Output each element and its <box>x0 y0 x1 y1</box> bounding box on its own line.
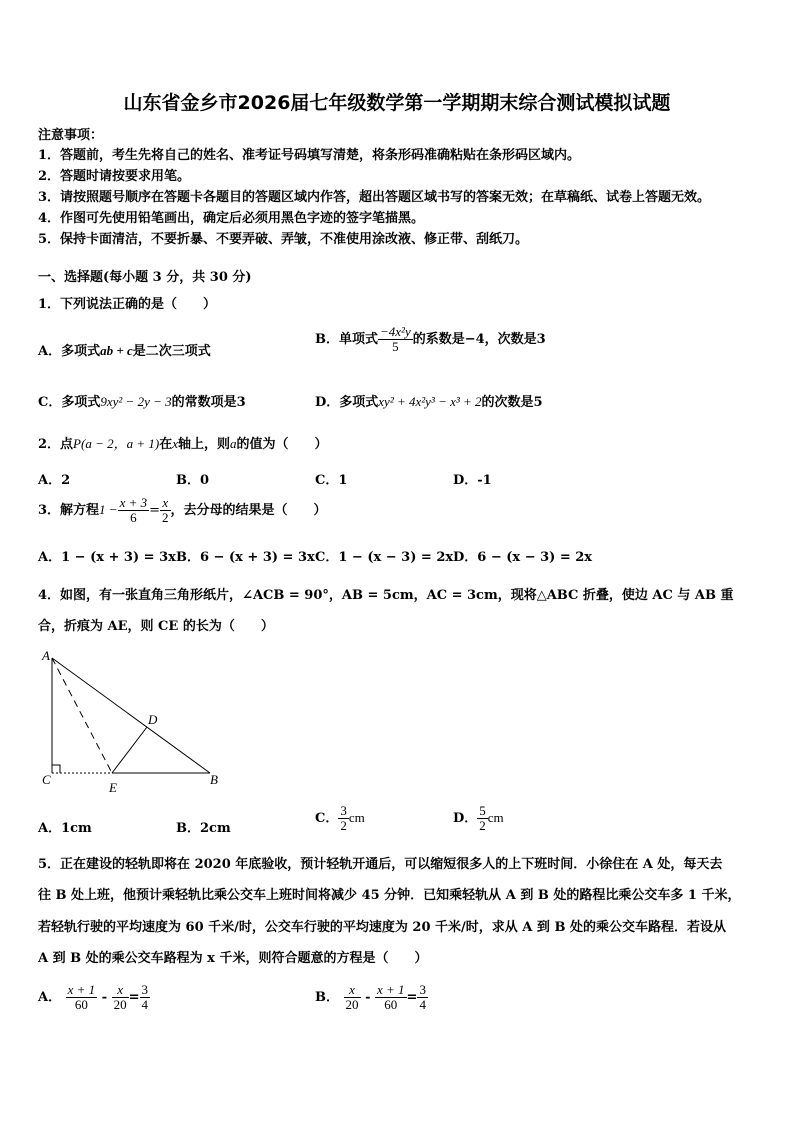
question-3-stem <box>38 496 327 525</box>
label-b: B <box>210 772 218 787</box>
q4-option-c-label: C． <box>315 811 339 826</box>
label-c: C <box>42 772 51 787</box>
q2-axis: x <box>172 436 178 451</box>
q5-b-f1-num: x <box>344 983 361 998</box>
q5-a-f3-num: 3 <box>141 982 149 997</box>
q3-f1-denominator: 6 <box>130 510 137 525</box>
q1-option-a-label: A．多项式 <box>38 344 101 359</box>
q4-triangle-figure <box>38 648 238 798</box>
q1-option-b-numerator: −4x²y <box>380 324 411 339</box>
q1-option-b <box>315 325 546 354</box>
q4-option-c <box>315 804 365 833</box>
q5-a-minus: - <box>101 990 108 1005</box>
q5-a-f1-num: x + 1 <box>67 982 96 997</box>
q4-option-c-fraction <box>338 804 349 833</box>
q5-option-b <box>315 983 428 1012</box>
q4-c-denominator: 2 <box>340 818 347 833</box>
q1-option-c-expr: 9xy² − 2y − 3 <box>100 394 172 409</box>
q3-fraction-2 <box>160 496 171 525</box>
q4-d-unit: cm <box>487 810 504 825</box>
q5-b-f2-num: x + 1 <box>377 982 405 997</box>
q4-option-d-fraction <box>477 804 488 833</box>
q4-c-unit: cm <box>348 810 365 825</box>
q1-option-a <box>38 340 211 359</box>
q5-b-minus: - <box>365 990 371 1005</box>
q2-stem-part: 2．点 <box>38 437 74 452</box>
q5-a-f2-den: 20 <box>113 997 127 1012</box>
q3-f2-numerator: x <box>160 496 171 511</box>
q4-option-d-label: D． <box>453 811 478 826</box>
q1-option-b-label: B．单项式 <box>315 332 378 347</box>
question-2-stem <box>38 433 328 452</box>
q5-b-f3-num: 3 <box>419 982 426 997</box>
q3-option-a: A．1 − (x + 3) = 3x <box>38 550 176 565</box>
question-4-line-2: 合，折痕为 AE，则 CE 的长为（ ） <box>38 619 274 634</box>
q5-a-f3-den: 4 <box>141 997 149 1012</box>
right-angle-mark <box>52 765 60 773</box>
q4-c-numerator: 3 <box>340 803 347 818</box>
q5-b-fraction-1 <box>344 983 361 1012</box>
q5-b-fraction-2 <box>375 983 407 1012</box>
q5-a-equals: = <box>128 990 140 1005</box>
page-title: 山东省金乡市2026届七年级数学第一学期期末综合测试模拟试题 <box>123 92 671 114</box>
notice-item: 4．作图可先使用铅笔画出，确定后必须用黑色字迹的签字笔描黑。 <box>38 211 425 226</box>
q5-a-fraction-1 <box>66 983 98 1012</box>
q5-a-fraction-3 <box>140 983 151 1012</box>
q1-option-a-expr: ab + c <box>100 343 133 358</box>
q5-b-f1-den: 20 <box>345 997 359 1012</box>
q2-stem-part: 轴上，则 <box>178 437 231 452</box>
q5-a-label: A． <box>38 990 62 1005</box>
side-ab <box>52 658 210 773</box>
q3-option-d: D．6 − (x − 3) = 2x <box>453 550 593 565</box>
q3-stem-part: ，去分母的结果是（ ） <box>170 503 327 518</box>
q2-var: a <box>230 436 237 451</box>
q5-a-fraction-2 <box>112 983 129 1012</box>
q3-option-c: C．1 − (x − 3) = 2x <box>315 550 454 565</box>
question-1-stem: 1．下列说法正确的是（ ） <box>38 297 217 312</box>
q3-option-b: B．6 − (x + 3) = 3x <box>176 550 315 565</box>
q1-option-b-tail: 的系数是−4，次数是3 <box>412 332 546 347</box>
notice-item: 2．答题时请按要求用笔。 <box>38 169 191 184</box>
q1-option-b-denominator: 5 <box>392 339 399 354</box>
q1-option-a-tail: 是二次三项式 <box>132 344 211 359</box>
q2-option-a: A．2 <box>38 473 71 488</box>
q1-option-c-label: C．多项式 <box>38 395 101 410</box>
q2-stem-part: 的值为（ ） <box>236 437 328 452</box>
q2-option-d: D．-1 <box>453 473 492 488</box>
question-4-line-1: 4．如图，有一张直角三角形纸片，∠ACB = 90°，AB = 5cm，AC = 3cm，现将△ABC 折叠，使边 AC 与 AB 重 <box>38 588 734 603</box>
q2-stem-part: 在 <box>159 437 173 452</box>
q1-option-d-tail: 的次数是5 <box>481 395 543 410</box>
notice-heading: 注意事项： <box>38 128 104 143</box>
q3-equals: = <box>149 503 161 518</box>
q5-b-fraction-3 <box>417 983 428 1012</box>
q4-option-a: A．1cm <box>38 821 92 836</box>
q5-b-f2-den: 60 <box>384 997 398 1012</box>
label-e: E <box>109 780 117 795</box>
q1-option-c <box>38 391 246 410</box>
q5-a-f2-num: x <box>112 983 129 998</box>
q5-b-equals: = <box>406 990 418 1005</box>
q4-d-denominator: 2 <box>479 818 486 833</box>
q1-option-d-label: D．多项式 <box>315 395 379 410</box>
q1-option-d <box>315 391 543 410</box>
q3-f2-denominator: 2 <box>162 510 169 525</box>
segment-ed <box>112 727 147 773</box>
q4-d-numerator: 5 <box>479 803 486 818</box>
q3-stem-part: 3．解方程 <box>38 503 100 518</box>
q5-a-f1-den: 60 <box>74 997 88 1012</box>
section-heading: 一、选择题(每小题 3 分，共 30 分) <box>38 270 252 285</box>
crease-ae <box>52 658 112 773</box>
label-a: A <box>42 648 50 663</box>
q2-point: P(a − 2，a + 1) <box>73 436 160 451</box>
question-5-line: 往 B 处上班，他预计乘轻轨比乘公交车上班时间将减少 45 分钟．已知乘轻轨从 A 到 B 处的路程比乘公交车多 1 千米， <box>38 888 741 903</box>
question-5-line: 5．正在建设的轻轨即将在 2020 年底验收，预计轻轨开通后，可以缩短很多人的上下班时间．小徐住在 A 处，每天去 <box>38 857 723 872</box>
q5-b-label: B． <box>315 990 339 1005</box>
q2-option-c: C．1 <box>315 473 348 488</box>
q2-option-b: B．0 <box>176 473 210 488</box>
q5-b-f3-den: 4 <box>419 997 426 1012</box>
notice-item: 3．请按照题号顺序在答题卡各题目的答题区域内作答，超出答题区域书写的答案无效；在草稿纸、试卷上答题无效。 <box>38 190 711 205</box>
q1-option-d-expr: xy² + 4x²y³ − x³ + 2 <box>378 394 482 409</box>
notice-item: 1．答题前，考生先将自己的姓名、准考证号码填写清楚，将条形码准确粘贴在条形码区域内。 <box>38 148 581 163</box>
q4-option-b: B．2cm <box>176 821 231 836</box>
notice-item: 5．保持卡面清洁，不要折暴、不要弄破、弄皱，不准使用涂改液、修正带、刮纸刀。 <box>38 232 529 247</box>
label-d: D <box>148 712 158 727</box>
q3-lead: 1 − <box>99 502 118 517</box>
q5-option-a <box>38 983 150 1012</box>
q3-f1-numerator: x + 3 <box>119 495 148 510</box>
question-5-line: A 到 B 处的乘公交车路程为 x 千米，则符合题意的方程是（ ） <box>38 951 428 966</box>
q4-option-d <box>453 804 504 833</box>
q1-option-b-fraction <box>378 325 413 354</box>
q3-fraction-1 <box>118 496 150 525</box>
question-5-line: 若轻轨行驶的平均速度为 60 千米/时，公交车行驶的平均速度为 20 千米/时，求从 A 到 B 处的乘公交车路程．若设从 <box>38 920 726 935</box>
q1-option-c-tail: 的常数项是3 <box>171 395 246 410</box>
